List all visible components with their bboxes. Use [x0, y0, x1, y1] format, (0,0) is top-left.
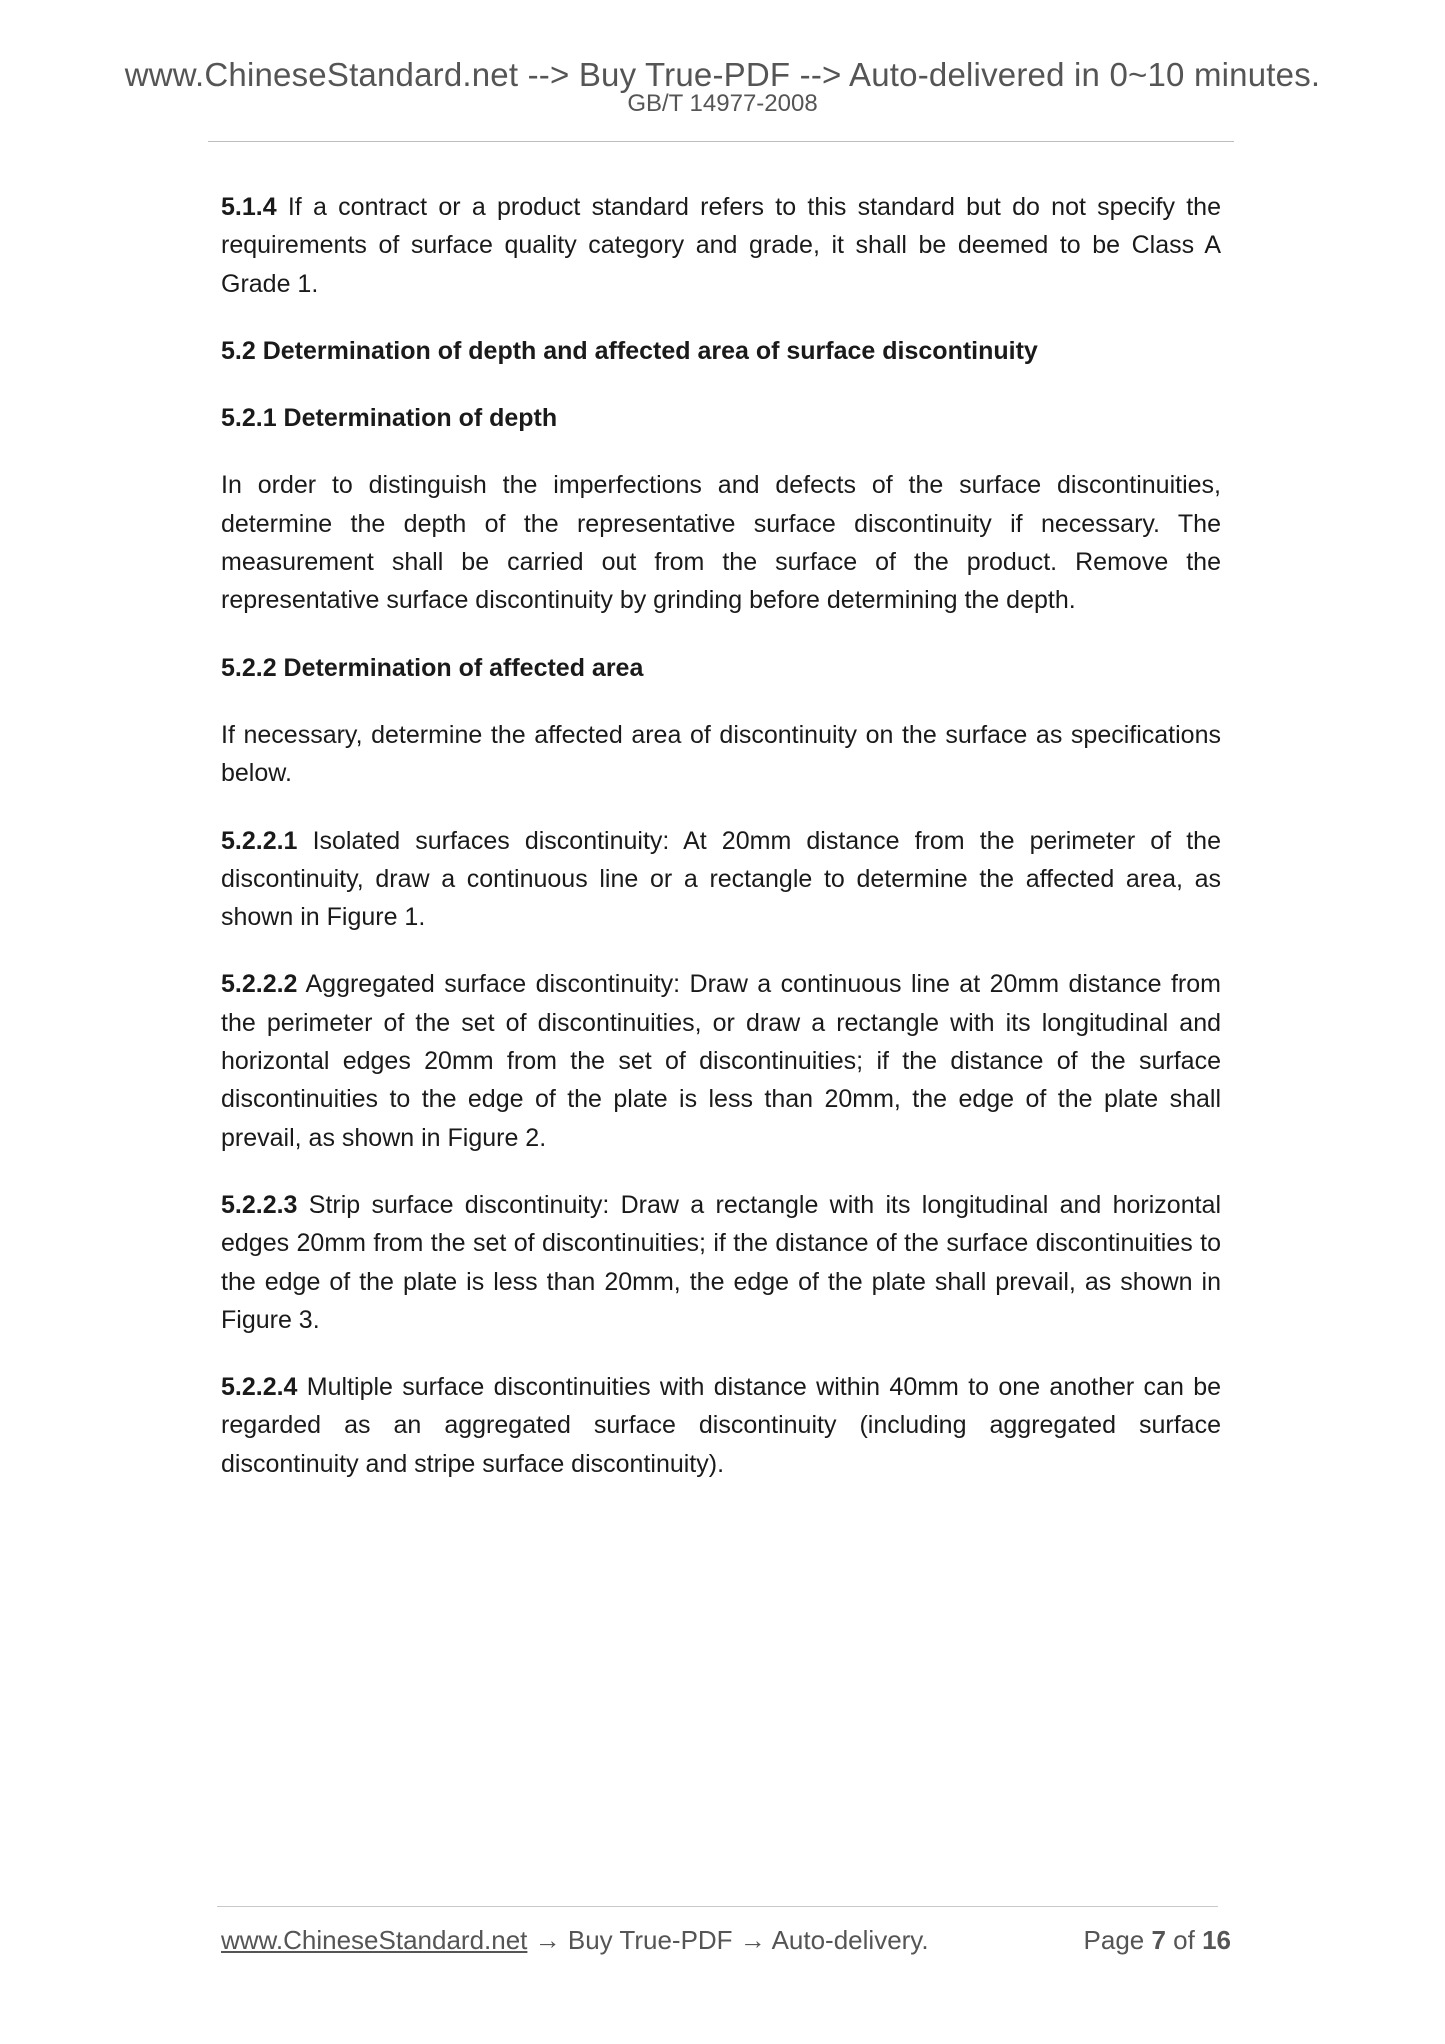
clause-number: 5.2.2.3: [221, 1190, 298, 1219]
page-indicator: [1084, 1925, 1231, 1956]
footer-site-link[interactable]: www.ChineseStandard.net: [221, 1925, 528, 1955]
clause-text: Aggregated surface discontinuity: Draw a continuous line at 20mm distance from the perimeter of the set of discontinuities, or draw a rectangle with its longitudinal and horizontal edges 20mm from the set of discontinuities; if the distance of the surface discontinuities to the edge of the plate is less than 20mm, the edge of the plate shall prevail, as shown in Figure 2.: [221, 970, 1221, 1152]
clause-number: 5.2.2.1: [221, 826, 298, 855]
page-current: 7: [1151, 1925, 1166, 1955]
heading-5-2: 5.2 Determination of depth and affected area of surface discontinuity: [221, 336, 1038, 365]
clause-5-2-2-text: If necessary, determine the affected area of discontinuity on the surface as specifications below.: [221, 720, 1221, 788]
clause-text: Isolated surfaces discontinuity: At 20mm distance from the perimeter of the discontinuity, draw a continuous line or a rectangle to determine the affected area, as shown in Figure 1.: [221, 826, 1221, 932]
clause-text: If a contract or a product standard refers to this standard but do not specify the requirements of surface quality category and grade, it shall be deemed to be Class A Grade 1.: [221, 193, 1221, 298]
clause-5-2-2-2: [221, 965, 1221, 1156]
footer-promo: [221, 1925, 929, 1956]
clause-5-2-2-1: [221, 822, 1221, 937]
clause-number: 5.1.4: [221, 193, 277, 221]
clause-text: Strip surface discontinuity: Draw a rectangle with its longitudinal and horizontal edges 20mm from the set of discontinuities; if the distance of the surface discontinuities to the edge of the plate is less than 20mm, the edge of the plate shall prevail, as shown in Figure 3.: [221, 1190, 1221, 1334]
footer-promo-text: → Buy True-PDF → Auto-delivery.: [527, 1925, 929, 1955]
clause-5-1-4: [221, 188, 1221, 303]
page-of: of: [1165, 1925, 1203, 1955]
page-content: [221, 188, 1221, 1512]
clause-number: 5.2.2.2: [221, 970, 298, 999]
page-total: 16: [1202, 1925, 1231, 1955]
page-label: Page: [1083, 1925, 1152, 1955]
heading-5-2-1: 5.2.1 Determination of depth: [221, 404, 558, 433]
clause-5-2-1-text: In order to distinguish the imperfections and defects of the surface discontinuities, determine the depth of the representative surface discontinuity if necessary. The measurement shall be carried out from the surface of the product. Remove the representative surface discontinuity by grinding before determining the depth.: [221, 471, 1221, 615]
header-divider: [208, 141, 1234, 142]
clause-5-2-2-3: [221, 1186, 1221, 1339]
standard-code: GB/T 14977-2008: [627, 90, 818, 117]
footer-divider: [217, 1906, 1218, 1907]
clause-text: Multiple surface discontinuities with distance within 40mm to one another can be regarded as an aggregated surface discontinuity (including aggregated surface discontinuity and stripe surface discontinuity).: [221, 1373, 1221, 1478]
heading-5-2-2: 5.2.2 Determination of affected area: [221, 653, 644, 682]
header-banner: www.ChineseStandard.net --> Buy True-PDF --> Auto-delivered in 0~10 minutes.: [124, 56, 1321, 93]
clause-number: 5.2.2.4: [221, 1373, 298, 1402]
clause-5-2-2-4: [221, 1368, 1221, 1483]
